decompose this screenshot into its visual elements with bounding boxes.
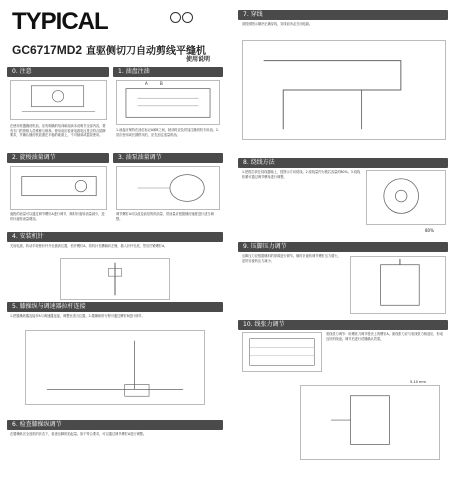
- section-1-header: 1. 油盘注油: [113, 67, 223, 77]
- section-0-header: 0. 注意: [7, 67, 109, 77]
- presser-figure: [350, 256, 446, 314]
- brand-logo: TYPICAL: [12, 8, 108, 35]
- bobbin-figure: [366, 170, 446, 225]
- section-10-header: 10. 线张力调节: [238, 320, 448, 330]
- oil-pump-figure: [116, 166, 220, 210]
- section-10-text: 底线张力调节：用螺丝刀调节梭壳上的螺钉A。面线张力应与底线张力相适应，形成良好的线迹。调节后进行试缝确认效果。: [326, 332, 443, 341]
- label-b: B: [160, 81, 163, 86]
- section-2-header: 2. 旋梭油量调节: [7, 153, 109, 163]
- section-7-header: 7. 穿线: [238, 10, 448, 20]
- product-title: 直驱侧切刀自动剪线平缝机: [86, 46, 207, 57]
- model-title: [12, 42, 206, 57]
- section-5-text: 1.把膝操纵器连接杆A与调速器连接，调整至适当位置。2.膝操纵的行程可通过螺钉B进行调节。: [10, 314, 145, 318]
- label-a: A: [145, 81, 148, 86]
- section-3-text: 调节螺钉A可以改变油泵的供油量，供油量应根据缝纫速度进行适当调整。: [116, 212, 214, 221]
- section-7-text: 请按照图示顺序正确穿线，穿线前务必关闭电源。: [242, 22, 313, 26]
- section-1-text: 1.油盘应保持在油位标记A和B之间，缺油时应及时加注缝纫机专用油。2.初次使用或长期停用后，应先加注适量的油。: [116, 128, 219, 137]
- section-4-header: 4. 安装机针: [7, 232, 223, 242]
- winding-percent: 80%: [425, 228, 434, 233]
- section-6-header: 6. 检查膝操纵调节: [7, 420, 223, 430]
- manual-label: 使用说明: [186, 56, 211, 63]
- section-2-text: 旋梭的油量可以通过调节螺钉A进行调节，顺时针旋转油量减少，逆时针旋转油量增加。: [10, 212, 105, 221]
- tension-detail-figure: [300, 385, 440, 460]
- size-label: 5-10 mm: [410, 380, 426, 384]
- section-5-header: 5. 膝操纵与调速器拉杆连接: [7, 302, 223, 312]
- model-number: GC6717MD2: [12, 43, 83, 57]
- warning-figure: [10, 80, 107, 120]
- certification-mark-2: [182, 12, 193, 23]
- section-3-header: 3. 油泵油量调节: [113, 153, 223, 163]
- section-4-text: 关闭电源，转动手轮使针杆升至最高位置，松开螺钉A。将机针长槽朝向左侧，插入针杆孔底，然后拧紧螺钉A。: [10, 244, 168, 248]
- hook-oil-figure: [10, 166, 107, 210]
- tension-chart-figure: [242, 332, 322, 372]
- section-9-text: 压脚压力应根据缝料的厚薄进行调节。顺时针旋转调节螺钉压力增大，逆时针旋转压力减小。: [242, 254, 341, 263]
- section-9-header: 9. 压脚压力调节: [238, 242, 448, 252]
- section-6-text: 在膝操纵完全放松的状态下，检查压脚的抬起量。如不符合要求，可以通过调节螺钉A进行调整。: [10, 432, 147, 436]
- certification-mark-1: [170, 12, 181, 23]
- section-8-header: 8. 绕线方法: [238, 158, 448, 168]
- section-0-text: 在使用机器缝纫机前，应有明确的培训和阅读本说明书全部内容，要有专门的资格人员维修与保养。使用前应检查电源电压是否符合铭牌要求，并确认缝纫机放置在平稳的地面上，不可倾斜或摇晃使用。: [10, 124, 106, 138]
- needle-figure: [60, 258, 170, 300]
- threading-figure: [242, 40, 446, 140]
- section-8-text: 1.把梭芯套在绕线器轴上，按图示方向绕线。2.绕线量约为梭芯容量的80%。3.绕线松紧可通过调节螺母进行调整。: [242, 170, 361, 179]
- knee-lifter-figure: [25, 330, 205, 405]
- oil-pan-figure: [116, 80, 220, 125]
